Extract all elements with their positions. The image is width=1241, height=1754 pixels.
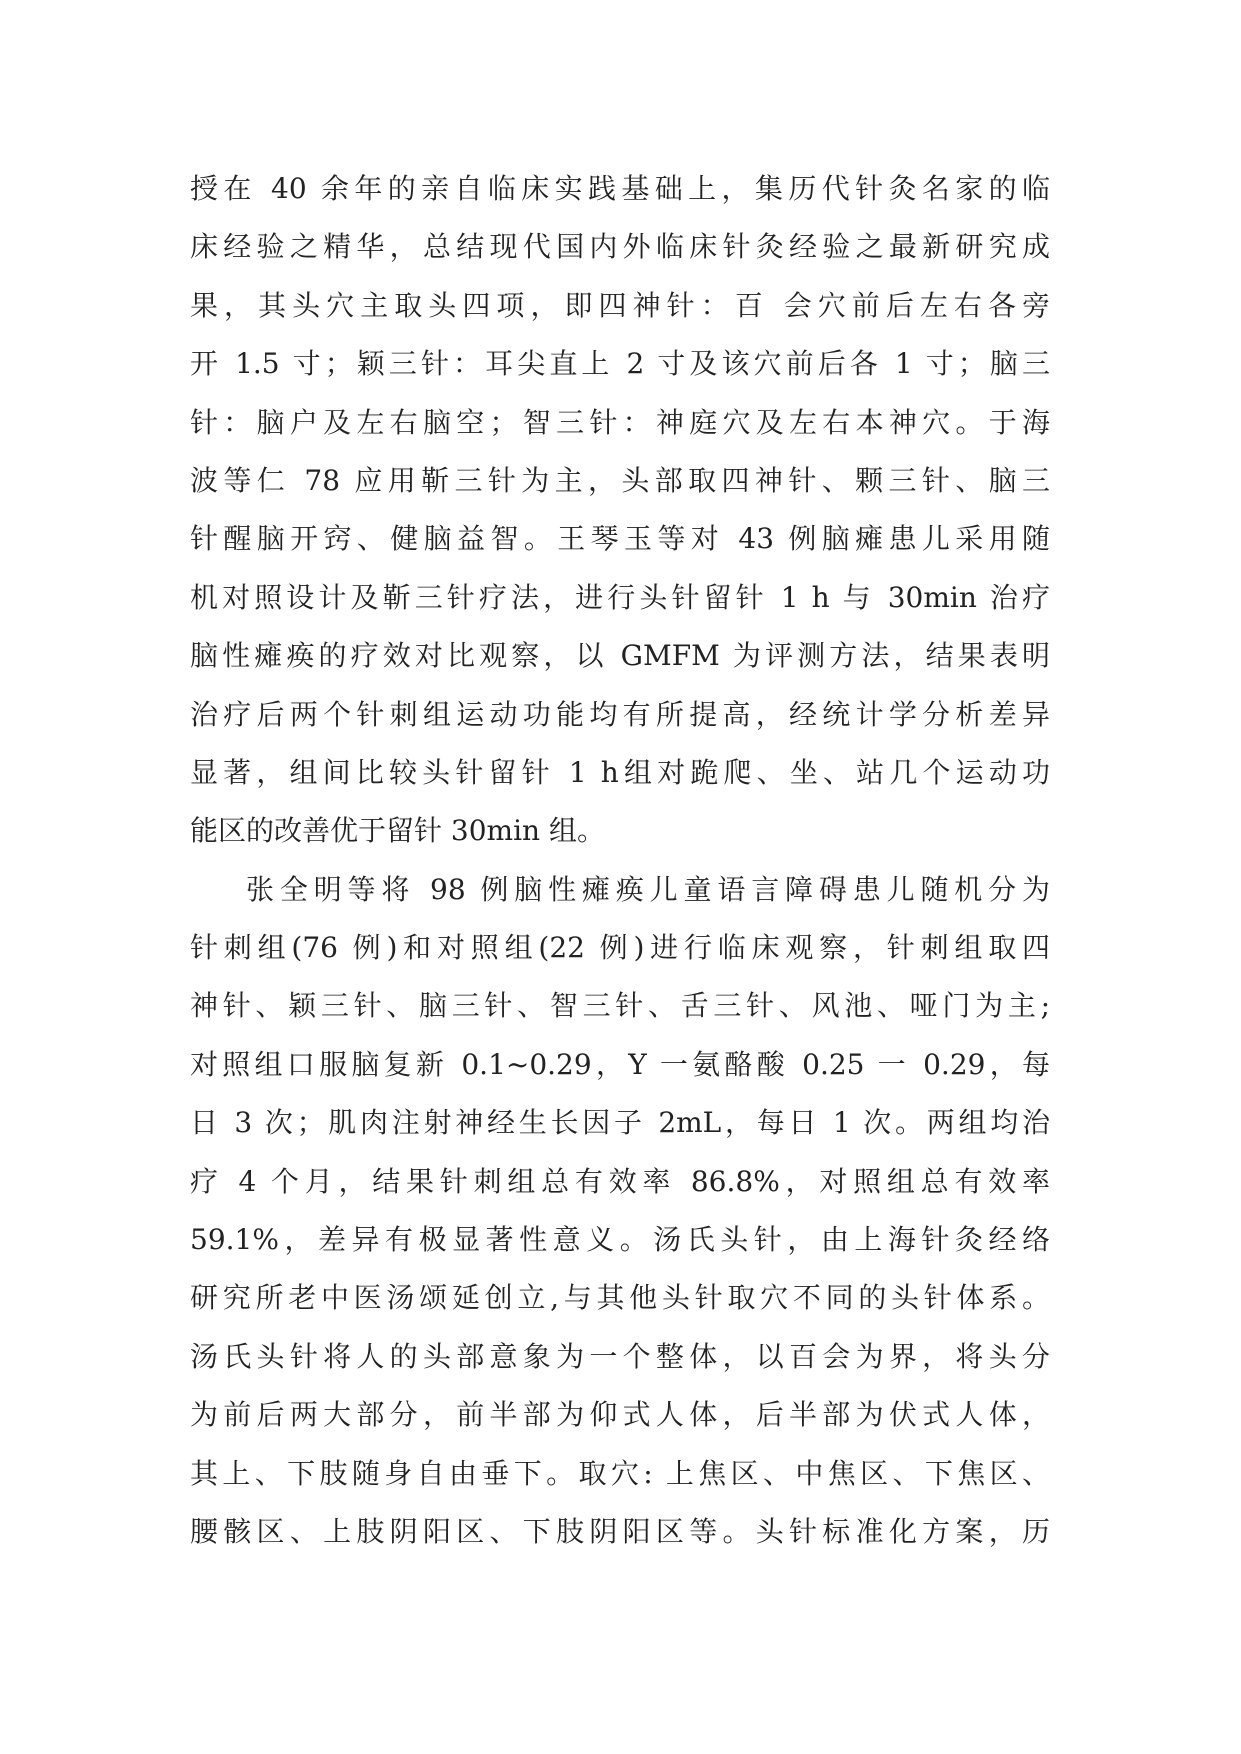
text-line: 机对照设计及靳三针疗法，进行头针留针 1 h 与 30min 治疗 — [190, 580, 1050, 614]
text-line: 开 1.5 寸；颖三针：耳尖直上 2 寸及该穴前后各 1 寸；脑三 — [190, 347, 1050, 381]
text-line: 针刺组(76 例)和对照组(22 例)进行临床观察，针刺组取四 — [190, 931, 1050, 965]
text-line: 对照组口服脑复新 0.1~0.29，Y 一氨酪酸 0.25 一 0.29，每 — [190, 1047, 1050, 1081]
text-line: 显著，组间比较头针留针 1 h组对跪爬、坐、站几个运动功 — [190, 755, 1050, 789]
text-line: 59.1%，差异有极显著性意义。汤氏头针，由上海针灸经络 — [190, 1223, 1050, 1257]
text-line: 其上、下肢随身自由垂下。取穴: 上焦区、中焦区、下焦区、 — [190, 1456, 1050, 1490]
paragraph-1 — [190, 160, 1050, 861]
text-line: 能区的改善优于留针 30min 组。 — [190, 814, 605, 848]
text-line: 日 3 次；肌肉注射神经生长因子 2mL，每日 1 次。两组均治 — [190, 1106, 1050, 1140]
text-line: 张全明等将 98 例脑性瘫痪儿童语言障碍患儿随机分为 — [246, 872, 1050, 906]
text-line: 果，其头穴主取头四项，即四神针：百 会穴前后左右各旁 — [190, 288, 1050, 322]
text-line: 针醒脑开窍、健脑益智。王琴玉等对 43 例脑瘫患儿采用随 — [190, 522, 1050, 556]
text-line: 为前后两大部分，前半部为仰式人体，后半部为伏式人体， — [190, 1398, 1050, 1432]
text-line: 神针、颖三针、脑三针、智三针、舌三针、风池、哑门为主; — [190, 989, 1050, 1023]
text-line: 治疗后两个针刺组运动功能均有所提高，经统计学分析差异 — [190, 697, 1050, 731]
paragraph-2 — [190, 861, 1050, 1562]
text-line: 针：脑户及左右脑空；智三针：神庭穴及左右本神穴。于海 — [190, 405, 1050, 439]
text-line: 波等仁 78 应用靳三针为主，头部取四神针、颗三针、脑三 — [190, 463, 1050, 497]
text-line: 研究所老中医汤颂延创立,与其他头针取穴不同的头针体系。 — [190, 1281, 1050, 1315]
text-line: 疗 4 个月，结果针刺组总有效率 86.8%，对照组总有效率 — [190, 1164, 1050, 1198]
text-line: 床经验之精华，总结现代国内外临床针灸经验之最新研究成 — [190, 230, 1050, 264]
text-line: 脑性瘫痪的疗效对比观察，以 GMFM 为评测方法，结果表明 — [190, 639, 1050, 673]
text-line: 授在 40 余年的亲自临床实践基础上，集历代针灸名家的临 — [190, 172, 1050, 205]
text-line: 汤氏头针将人的头部意象为一个整体，以百会为界，将头分 — [190, 1339, 1050, 1373]
body-text — [190, 160, 1050, 1561]
text-line: 腰骸区、上肢阴阳区、下肢阴阳区等。头针标准化方案，历 — [190, 1514, 1050, 1548]
